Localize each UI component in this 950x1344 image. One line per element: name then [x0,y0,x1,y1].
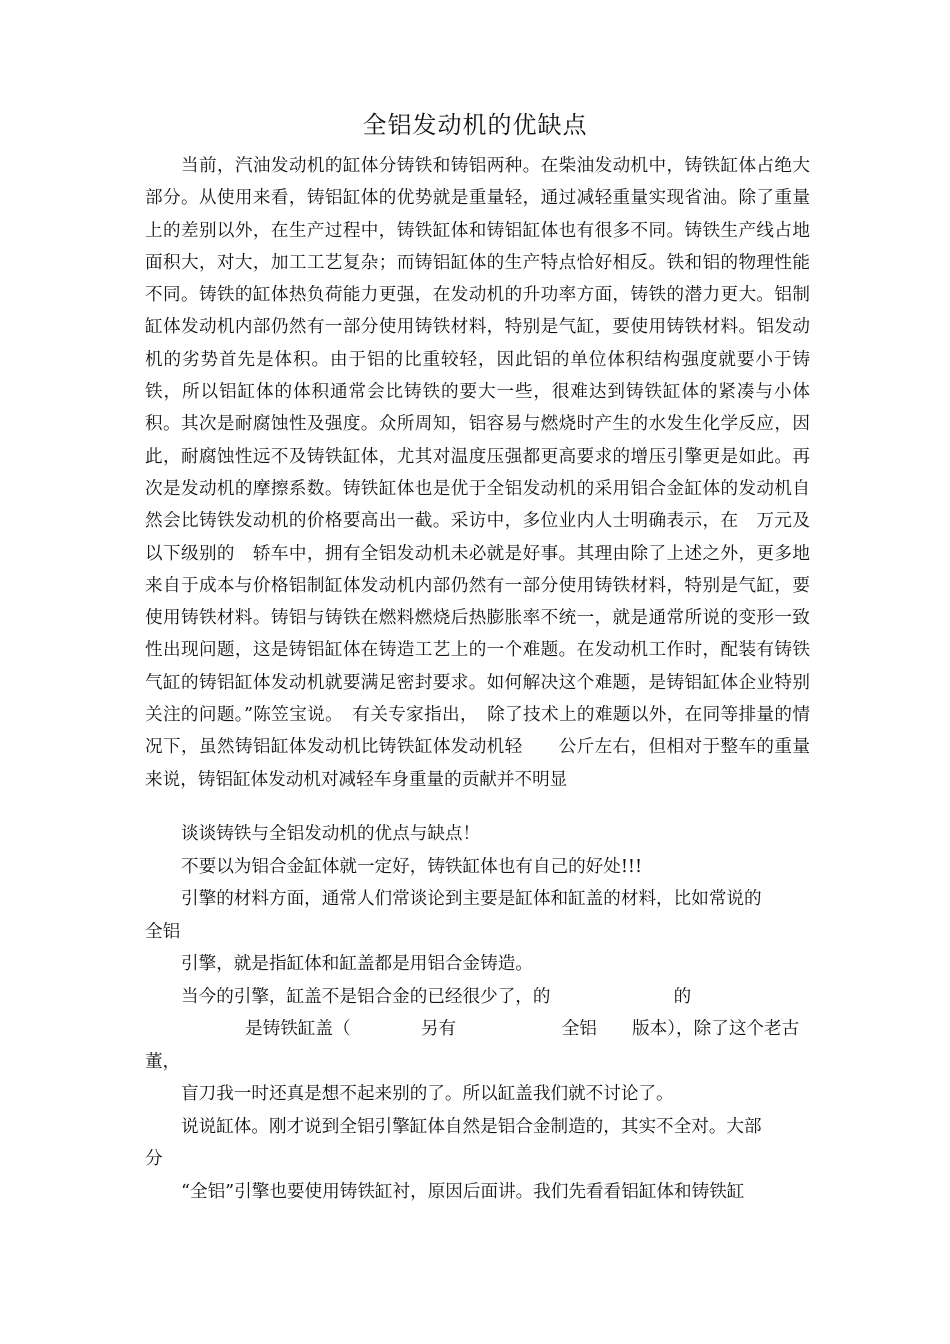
text-line: 董， [145,1051,181,1072]
text-line: 引擎，就是指缸体和缸盖都是用铝合金铸造。 [181,954,533,974]
text-line: 说说缸体。刚才说到全铝引擎缸体自然是铝合金制造的，其实不全对。大部 [181,1116,762,1137]
text-line: 分 [145,1149,163,1169]
text-line: 引擎的材料方面，通常人们常谈论到主要是缸体和缸盖的材料，比如常说的 [181,889,762,909]
text-line: 全铝 [145,921,181,942]
text-line: 是铸铁缸盖（ 另有 全铝 版本），除了这个老古 [245,1019,800,1039]
text-line: 不要以为铝合金缸体就一定好，铸铁缸体也有自己的好处!!! [181,856,643,877]
document-title: 全铝发动机的优缺点 [362,111,588,139]
secondary-text-block [145,818,810,1208]
text-line: 当今的引擎，缸盖不是铝合金的已经很少了，的 的 [181,986,692,1007]
text-line: “全铝”引擎也要使用铸铁缸衬，原因后面讲。我们先看看铝缸体和铸铁缸 [181,1181,745,1202]
main-body [145,150,810,796]
main-paragraph: 当前，汽油发动机的缸体分铸铁和铸铝两种。在柴油发动机中，铸铁缸体占绝大部分。从使用来看，铸铝缸体的优势就是重量轻，通过减轻重量实现省油。除了重量上的差别以外，在生产过程中，铸铁缸体和铸铝缸体也有很多不同。铸铁生产线占地面积大，对大，加工工艺复杂；而铸铝缸体的生产特点恰好相反。铁和铝的物理性能不同。铸铁的缸体热负荷能力更强，在发动机的升功率方面，铸铁的潜力更大。铝制缸体发动机内部仍然有一部分使用铸铁材料，特别是气缸，要使用铸铁材料。铝发动机的劣势首先是体积。由于铝的比重较轻，因此铝的单位体积结构强度就要小于铸铁，所以铝缸体的体积通常会比铸铁的要大一些，很难达到铸铁缸体的紧凑与小体积。其次是耐腐蚀性及强度。众所周知，铝容易与燃烧时产生的水发生化学反应，因此，耐腐蚀性远不及铸铁缸体，尤其对温度压强都更高要求的增压引擎更是如此。再次是发动机的摩擦系数。铸铁缸体也是优于全铝发动机的采用铝合金缸体的发动机自然会比铸铁发动机的价格要高出一截。采访中，多位业内人士明确表示，在 万元及以下级别的 轿车中，拥有全铝发动机未必就是好事。其理由除了上述之外，更多地来自于成本与价格铝制缸体发动机内部仍然有一部分使用铸铁材料，特别是气缸，要使用铸铁材料。铸铝与铸铁在燃料燃烧后热膨胀率不统一，就是通常所说的变形一致性出现问题，这是铸铝缸体在铸造工艺上的一个难题。在发动机工作时，配装有铸铁气缸的铸铝缸体发动机就要满足密封要求。如何解决这个难题，是铸铝缸体企业特别关注的问题。”陈笠宝说。 有关专家指出， 除了技术上的难题以外，在同等排量的情况下，虽然铸铝缸体发动机比铸铁缸体发动机轻 公斤左右，但相对于整车的重量来说，铸铝缸体发动机对减轻车身重量的贡献并不明显 [145,156,810,790]
text-line: 谈谈铸铁与全铝发动机的优点与缺点！ [181,824,481,844]
text-line: 盲刀我一时还真是想不起来别的了。所以缸盖我们就不讨论了。 [181,1084,674,1104]
